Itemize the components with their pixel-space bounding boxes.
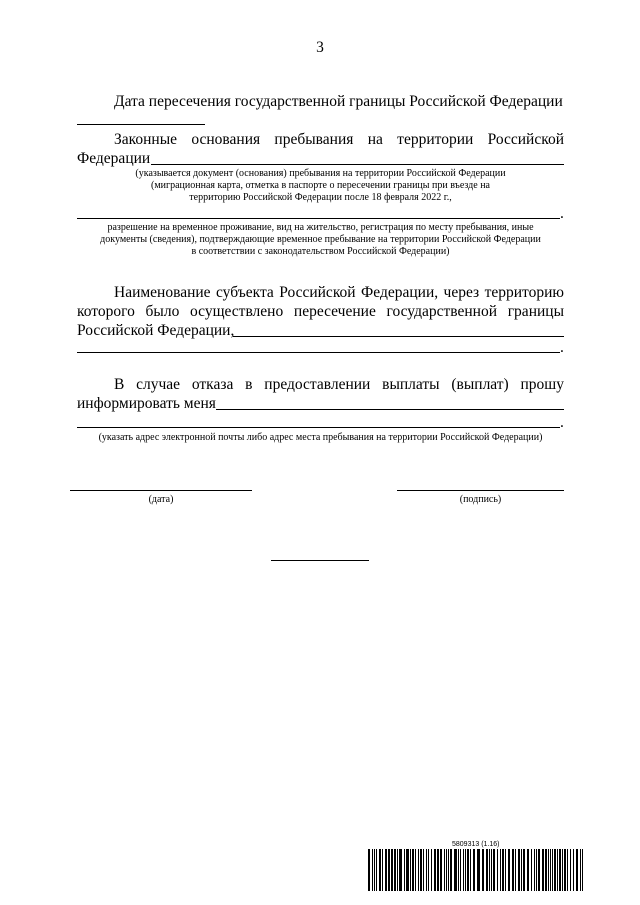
subject-label-cont: которого было осуществлено пересечение государственной границы [77, 303, 564, 320]
legal-basis-label-cont: Федерации [77, 150, 151, 167]
legal-basis-field[interactable] [151, 164, 564, 165]
legal-basis-hint-6: в соответствии с законодательством Российской Федерации) [191, 246, 450, 257]
barcode-bar [508, 849, 510, 891]
barcode-bar [446, 849, 447, 891]
barcode-bar [467, 849, 469, 891]
barcode-bar [391, 849, 393, 891]
barcode-bar [491, 849, 492, 891]
barcode-bar [534, 849, 535, 891]
legal-basis-hint-4: разрешение на временное проживание, вид на жительство, регистрация по месту пребывания, иные [107, 222, 534, 233]
barcode-bar [531, 849, 532, 891]
refusal-hint: (указать адрес электронной почты либо адрес места пребывания на территории Российской Федерации) [98, 432, 543, 443]
barcode-bar [493, 849, 495, 891]
barcode-bar [388, 849, 390, 891]
barcode-bar [440, 849, 442, 891]
barcode-bar [426, 849, 427, 891]
crossing-date-field[interactable] [77, 124, 205, 125]
barcode-bar [554, 849, 556, 891]
legal-basis-end-dot: . [560, 205, 564, 222]
barcode-bar [489, 849, 490, 891]
barcode-bar [564, 849, 566, 891]
crossing-date-label: Дата пересечения государственной границы Российской Федерации [114, 93, 563, 110]
barcode-bar [567, 849, 568, 891]
barcode-bar [423, 849, 424, 891]
barcode-bar [552, 849, 553, 891]
refusal-contact-field[interactable] [216, 409, 564, 410]
barcode-bar [473, 849, 475, 891]
barcode-bar [500, 849, 501, 891]
barcode-bar [521, 849, 522, 891]
barcode-bar [399, 849, 402, 891]
barcode-bar [559, 849, 561, 891]
barcode-bar [410, 849, 411, 891]
barcode-bar [428, 849, 429, 891]
barcode-bar [562, 849, 563, 891]
subject-field[interactable] [233, 336, 564, 337]
barcode-bar [580, 849, 581, 891]
barcode-bar [458, 849, 459, 891]
barcode-bar [437, 849, 439, 891]
refusal-contact-field-2[interactable] [77, 427, 560, 428]
barcode-bar [385, 849, 387, 891]
subject-label-end: Российской Федерации, [77, 322, 235, 339]
barcode-caption: 5809313 (1.16) [452, 841, 500, 848]
barcode-bar [444, 849, 445, 891]
barcode-bar [536, 849, 537, 891]
barcode-bar [538, 849, 540, 891]
barcode-bar [582, 849, 583, 891]
barcode-bar [502, 849, 504, 891]
legal-basis-hint-3: территорию Российской Федерации после 18 февраля 2022 г., [189, 192, 452, 203]
barcode-bar [448, 849, 449, 891]
barcode-bar [523, 849, 525, 891]
barcode-bar [450, 849, 452, 891]
barcode-bar [542, 849, 544, 891]
barcode-bar [376, 849, 377, 891]
barcode-bar [431, 849, 432, 891]
barcode-bar [412, 849, 414, 891]
barcode-bar [368, 849, 370, 891]
barcode-bar [482, 849, 484, 891]
barcode-bar [518, 849, 520, 891]
legal-basis-hint-5: документы (сведения), подтверждающие временное пребывание на территории Российской Федерации [100, 234, 541, 245]
barcode-bar [465, 849, 466, 891]
barcode-bar [515, 849, 516, 891]
date-label: (дата) [148, 494, 174, 505]
signature-label: (подпись) [459, 494, 502, 505]
refusal-end-dot: . [560, 414, 564, 431]
barcode-bar [406, 849, 409, 891]
barcode-bar [512, 849, 514, 891]
barcode-bar [454, 849, 457, 891]
legal-basis-field-2[interactable] [77, 218, 560, 219]
legal-basis-label: Законные основания пребывания на территории Российской [114, 131, 564, 148]
subject-end-dot: . [560, 339, 564, 356]
barcode-bar [372, 849, 373, 891]
subject-field-2[interactable] [77, 352, 560, 353]
barcode-bar [505, 849, 506, 891]
barcode-bar [434, 849, 436, 891]
signature-field[interactable] [397, 490, 564, 491]
legal-basis-hint-2: (миграционная карта, отметка в паспорте о пересечении границы при въезде на [151, 180, 490, 191]
barcode-bar [418, 849, 419, 891]
barcode-bar [573, 849, 574, 891]
barcode-bar [382, 849, 383, 891]
barcode-bar [379, 849, 381, 891]
refusal-label-cont: информировать меня [77, 395, 216, 412]
date-field[interactable] [70, 490, 252, 491]
page-number: 3 [316, 39, 324, 56]
barcode-bar [570, 849, 571, 891]
barcode-bar [420, 849, 422, 891]
barcode-bar [463, 849, 464, 891]
barcode-bar [557, 849, 558, 891]
barcode-bar [374, 849, 375, 891]
barcode-bar [576, 849, 578, 891]
barcode [368, 849, 586, 891]
barcode-bar [404, 849, 405, 891]
barcode-bar [397, 849, 398, 891]
barcode-bar [477, 849, 480, 891]
barcode-bar [497, 849, 498, 891]
barcode-bar [394, 849, 396, 891]
legal-basis-hint-1: (указывается документ (основания) пребывания на территории Российской Федерации [135, 168, 506, 179]
subject-label: Наименование субъекта Российской Федерации, через территорию [114, 284, 564, 301]
barcode-bar [470, 849, 471, 891]
barcode-bar [548, 849, 549, 891]
closing-separator [271, 560, 369, 561]
barcode-bar [415, 849, 416, 891]
barcode-bar [527, 849, 529, 891]
barcode-bar [545, 849, 547, 891]
barcode-bar [460, 849, 461, 891]
refusal-label: В случае отказа в предоставлении выплаты (выплат) прошу [114, 376, 564, 393]
barcode-bar [550, 849, 551, 891]
barcode-bar [486, 849, 488, 891]
